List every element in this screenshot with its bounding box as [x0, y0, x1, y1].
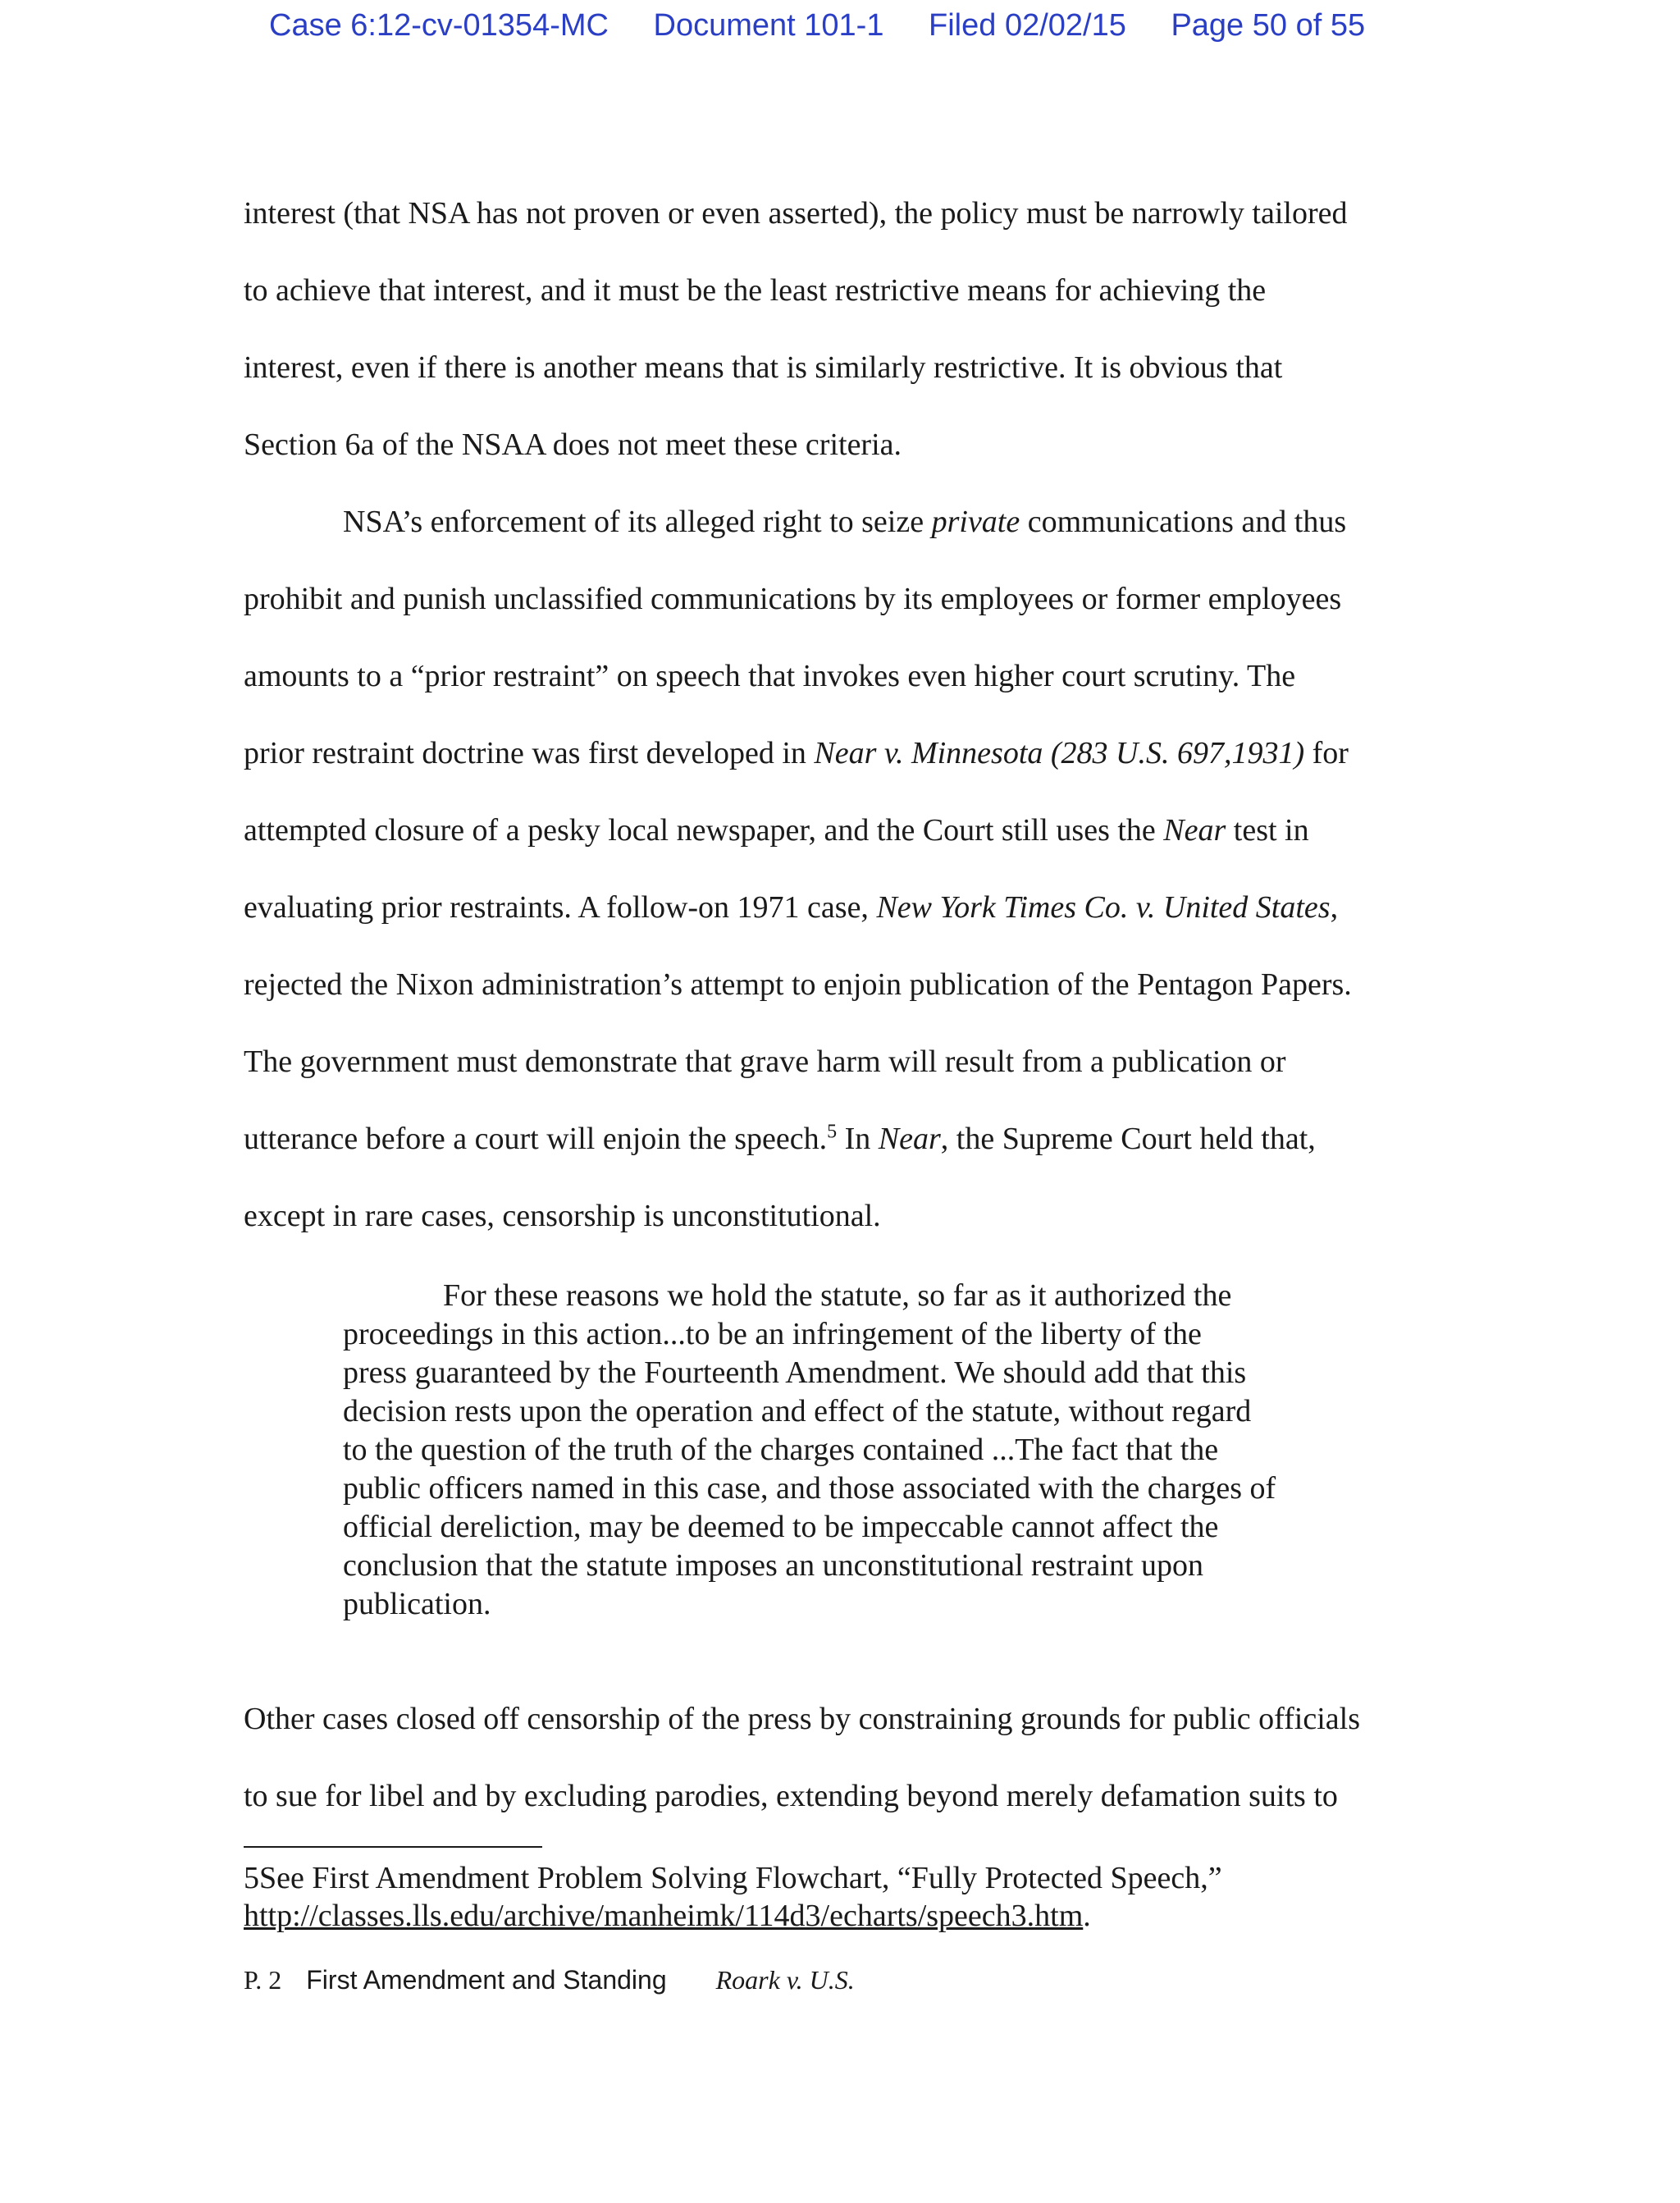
- quote-line-3: press guaranteed by the Fourteenth Amendment. We should add that this: [343, 1355, 1247, 1390]
- body-line-3: interest, even if there is another means that is similarly restrictive. It is obvious that: [244, 350, 1283, 385]
- body-line-16: to sue for libel and by excluding parodies, extending beyond merely defamation suits to: [244, 1779, 1338, 1813]
- case-header: [269, 8, 1401, 43]
- footnote-ref: 5: [827, 1121, 838, 1143]
- quote-line-1: For these reasons we hold the statute, so far as it authorized the: [443, 1278, 1232, 1313]
- footnote-text: 5See First Amendment Problem Solving Flowchart, “Fully Protected Speech,”: [244, 1861, 1222, 1895]
- body-line-1: interest (that NSA has not proven or even asserted), the policy must be narrowly tailored: [244, 196, 1348, 231]
- body-line-14: except in rare cases, censorship is unconstitutional.: [244, 1199, 881, 1233]
- quote-line-5: to the question of the truth of the charges contained ...The fact that the: [343, 1433, 1219, 1467]
- page-number: Page 50 of 55: [1171, 8, 1366, 43]
- quote-line-8: conclusion that the statute imposes an unconstitutional restraint upon: [343, 1548, 1204, 1583]
- body-line-2: to achieve that interest, and it must be the least restrictive means for achieving the: [244, 273, 1267, 308]
- footnote-divider: [244, 1846, 542, 1848]
- footer-page: P. 2: [244, 1965, 282, 1995]
- body-line-10: evaluating prior restraints. A follow-on 1971 case, New York Times Co. v. United States,: [244, 890, 1339, 925]
- body-line-8: prior restraint doctrine was first developed in Near v. Minnesota (283 U.S. 697,1931) for: [244, 736, 1349, 770]
- quote-line-9: publication.: [343, 1587, 491, 1621]
- footnote-link[interactable]: http://classes.lls.edu/archive/manheimk/114d3/echarts/speech3.htm: [244, 1899, 1084, 1933]
- body-line-13: utterance before a court will enjoin the speech.$^5$ In Near, the Supreme Court held that,: [244, 1121, 1316, 1156]
- quote-line-2: proceedings in this action...to be an infringement of the liberty of the: [343, 1317, 1202, 1351]
- quote-line-7: official dereliction, may be deemed to be impeccable cannot affect the: [343, 1510, 1219, 1544]
- body-line-11: rejected the Nixon administration’s attempt to enjoin publication of the Pentagon Papers.: [244, 967, 1352, 1002]
- filed-date: Filed 02/02/15: [929, 8, 1126, 43]
- body-line-5: NSA’s enforcement of its alleged right to seize private communications and thus: [343, 505, 1347, 539]
- body-line-15: Other cases closed off censorship of the press by constraining grounds for public officials: [244, 1702, 1360, 1736]
- body-line-9: attempted closure of a pesky local newspaper, and the Court still uses the Near test in: [244, 813, 1309, 848]
- quote-line-6: public officers named in this case, and those associated with the charges of: [343, 1471, 1276, 1506]
- page-footer: [244, 1965, 873, 1995]
- quote-line-4: decision rests upon the operation and effect of the statute, without regard: [343, 1394, 1252, 1428]
- footer-caption: Roark v. U.S.: [715, 1965, 855, 1995]
- body-line-6: prohibit and punish unclassified communications by its employees or former employees: [244, 582, 1342, 616]
- footnote-link-line: http://classes.lls.edu/archive/manheimk/114d3/echarts/speech3.htm.: [244, 1899, 1091, 1933]
- body-line-12: The government must demonstrate that grave harm will result from a publication or: [244, 1044, 1286, 1079]
- document-number: Document 101-1: [653, 8, 884, 43]
- body-line-4: Section 6a of the NSAA does not meet these criteria.: [244, 427, 902, 462]
- footer-title: First Amendment and Standing: [306, 1965, 667, 1995]
- body-line-7: amounts to a “prior restraint” on speech that invokes even higher court scrutiny. The: [244, 659, 1296, 693]
- case-number: Case 6:12-cv-01354-MC: [269, 8, 609, 43]
